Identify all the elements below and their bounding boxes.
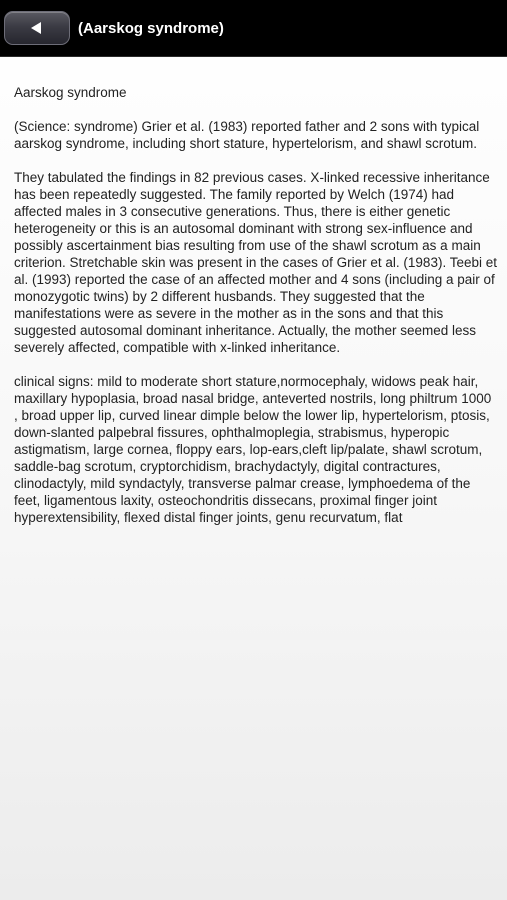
article-paragraph-clinical-signs: clinical signs: mild to moderate short stature,normocephaly, widows peak hair, maxillary hypoplasia, broad nasal bridge, anteverted nostrils, long philtrum 1000 , broad upper lip, curved linear dimple below the lower lip, hypertelorism, ptosis, down-slanted palpebral fissures, ophthalmoplegia, strabismus, hyperopic astigmatism, large cornea, floppy ears, lop-ears,cleft lip/palate, shawl scrotum, saddle-bag scrotum, cryptorchidism, brachydactyly, digital contractures, clinodactyly, mild syndactyly, transverse palmar crease, lymphoedema of the feet, ligamentous laxity, osteochondritis dissecans, proximal finger joint hyperextensibility, flexed distal finger joints, genu recurvatum, flat (14, 374, 492, 525)
article-paragraph-definition: (Science: syndrome) Grier et al. (1983) reported father and 2 sons with typical aarskog syndrome, including short stature, hypertelorism, and shawl scrotum. (14, 119, 480, 151)
back-button[interactable] (4, 11, 70, 45)
article-content (14, 84, 497, 543)
back-arrow-icon (31, 22, 41, 34)
article-heading: Aarskog syndrome (14, 85, 127, 100)
page-title: (Aarskog syndrome) (78, 20, 224, 37)
article-paragraph-inheritance: They tabulated the findings in 82 previous cases. X-linked recessive inheritance has been repeatedly suggested. The family reported by Welch (1974) had affected males in 3 consecutive generations. Thus, there is either genetic heterogeneity or this is an autosomal dominant with strong sex-influence and possibly ascertainment bias resulting from use of the shawl scrotum as a main criterion. Stretchable skin was present in the cases of Grier et al. (1983). Teebi et al. (1993) reported the case of an affected mother and 4 sons (including a pair of monozygotic twins) by 2 different husbands. They suggested that the manifestations were as severe in the mother as in the sons and that this suggested autosomal dominant inheritance. Actually, the mother seemed less severely affected, compatible with x-linked inheritance. (14, 170, 497, 355)
top-bar (0, 0, 507, 57)
